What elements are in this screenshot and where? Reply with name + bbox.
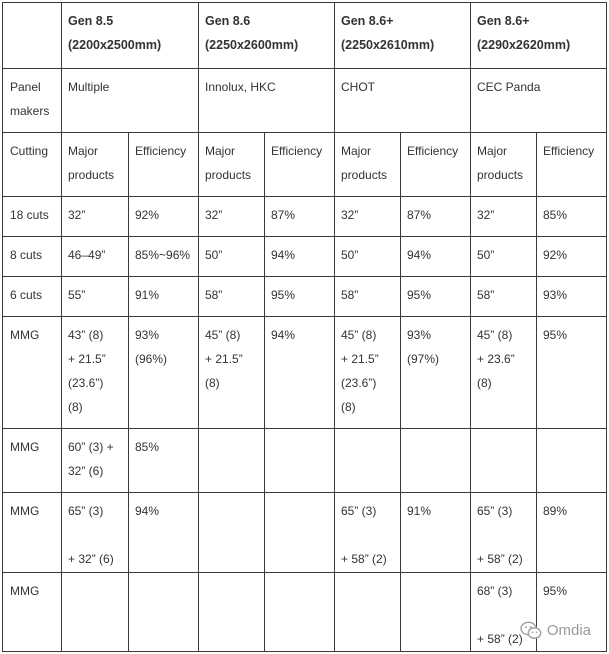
row-label: Panel makers bbox=[3, 69, 62, 133]
data-row bbox=[3, 317, 607, 429]
header-gen86: Gen 8.6 (2250x2600mm) bbox=[199, 3, 335, 69]
table-cell bbox=[129, 573, 199, 652]
table-cell: 32” bbox=[62, 197, 129, 237]
table-cell: 32” bbox=[471, 197, 537, 237]
table-cell: 85%~96% bbox=[129, 237, 199, 277]
row-label: 18 cuts bbox=[3, 197, 62, 237]
table-cell: 85% bbox=[537, 197, 607, 237]
table-cell: 95% bbox=[401, 277, 471, 317]
watermark bbox=[520, 621, 591, 640]
table-cell bbox=[335, 429, 401, 493]
table-cell: 92% bbox=[537, 237, 607, 277]
table-cell bbox=[265, 429, 335, 493]
data-row bbox=[3, 493, 607, 573]
table-cell: 58” bbox=[199, 277, 265, 317]
row-label: MMG bbox=[3, 573, 62, 652]
table-cell: 94% bbox=[265, 317, 335, 429]
row-label: MMG bbox=[3, 317, 62, 429]
header-gen86plus-b: Gen 8.6+ (2290x2620mm) bbox=[471, 3, 607, 69]
table-cell: 93% (97%) bbox=[401, 317, 471, 429]
table-cell: 65” (3) + 58” (2) bbox=[335, 493, 401, 573]
table-cell: 50” bbox=[199, 237, 265, 277]
table-cell bbox=[199, 429, 265, 493]
panel-maker-cell: Multiple bbox=[62, 69, 199, 133]
panel-maker-cell: Innolux, HKC bbox=[199, 69, 335, 133]
row-label: Cutting bbox=[3, 133, 62, 197]
efficiency-header: Efficiency bbox=[265, 133, 335, 197]
row-label: MMG bbox=[3, 493, 62, 573]
data-row bbox=[3, 573, 607, 652]
efficiency-header: Efficiency bbox=[401, 133, 471, 197]
table-cell: 95% bbox=[537, 573, 607, 652]
efficiency-header: Efficiency bbox=[129, 133, 199, 197]
comparison-table bbox=[2, 2, 607, 652]
table-cell: 95% bbox=[265, 277, 335, 317]
table-cell: 46–49” bbox=[62, 237, 129, 277]
table-cell: 94% bbox=[265, 237, 335, 277]
major-products-header: Major products bbox=[471, 133, 537, 197]
efficiency-header: Efficiency bbox=[537, 133, 607, 197]
panel-makers-row bbox=[3, 69, 607, 133]
table-cell: 93% bbox=[537, 277, 607, 317]
table-cell bbox=[401, 429, 471, 493]
table-cell bbox=[335, 573, 401, 652]
table-cell: 58” bbox=[335, 277, 401, 317]
watermark-text: Omdia bbox=[546, 622, 591, 639]
table-cell: 89% bbox=[537, 493, 607, 573]
header-gen86plus-a: Gen 8.6+ (2250x2610mm) bbox=[335, 3, 471, 69]
table-cell: 65” (3) + 32” (6) bbox=[62, 493, 129, 573]
data-row bbox=[3, 197, 607, 237]
table-cell bbox=[62, 573, 129, 652]
table-cell: 55” bbox=[62, 277, 129, 317]
table-cell: 58” bbox=[471, 277, 537, 317]
table-cell: 87% bbox=[265, 197, 335, 237]
table-cell: 60” (3) + 32” (6) bbox=[62, 429, 129, 493]
table-cell: 95% bbox=[537, 317, 607, 429]
data-row bbox=[3, 277, 607, 317]
major-products-header: Major products bbox=[199, 133, 265, 197]
table-cell: 45” (8) + 21.5” (23.6”) (8) bbox=[335, 317, 401, 429]
table-cell: 91% bbox=[401, 493, 471, 573]
table-cell: 94% bbox=[401, 237, 471, 277]
row-label: 6 cuts bbox=[3, 277, 62, 317]
data-row bbox=[3, 429, 607, 493]
table-cell: 50” bbox=[335, 237, 401, 277]
row-label: 8 cuts bbox=[3, 237, 62, 277]
header-gen85: Gen 8.5 (2200x2500mm) bbox=[62, 3, 199, 69]
table-cell: 92% bbox=[129, 197, 199, 237]
row-label: MMG bbox=[3, 429, 62, 493]
table-cell bbox=[199, 493, 265, 573]
table-cell: 32” bbox=[199, 197, 265, 237]
table-cell bbox=[265, 493, 335, 573]
cutting-row bbox=[3, 133, 607, 197]
table-cell: 45” (8) + 21.5” (8) bbox=[199, 317, 265, 429]
table-cell: 50” bbox=[471, 237, 537, 277]
table-cell bbox=[199, 573, 265, 652]
table-cell: 32” bbox=[335, 197, 401, 237]
table-cell: 43” (8) + 21.5” (23.6”) (8) bbox=[62, 317, 129, 429]
major-products-header: Major products bbox=[335, 133, 401, 197]
data-row bbox=[3, 237, 607, 277]
table-cell: 85% bbox=[129, 429, 199, 493]
header-corner bbox=[3, 3, 62, 69]
table-cell: 65” (3) + 58” (2) bbox=[471, 493, 537, 573]
major-products-header: Major products bbox=[62, 133, 129, 197]
panel-maker-cell: CEC Panda bbox=[471, 69, 607, 133]
header-row bbox=[3, 3, 607, 69]
table-cell: 91% bbox=[129, 277, 199, 317]
table-cell: 94% bbox=[129, 493, 199, 573]
table-cell: 45” (8) + 23.6” (8) bbox=[471, 317, 537, 429]
table-cell bbox=[401, 573, 471, 652]
wechat-icon bbox=[520, 621, 542, 640]
table-cell bbox=[537, 429, 607, 493]
table-cell: 87% bbox=[401, 197, 471, 237]
table-cell bbox=[471, 429, 537, 493]
table-cell: 68” (3) + 58” (2) bbox=[471, 573, 537, 652]
table-cell: 93% (96%) bbox=[129, 317, 199, 429]
table-cell bbox=[265, 573, 335, 652]
panel-maker-cell: CHOT bbox=[335, 69, 471, 133]
